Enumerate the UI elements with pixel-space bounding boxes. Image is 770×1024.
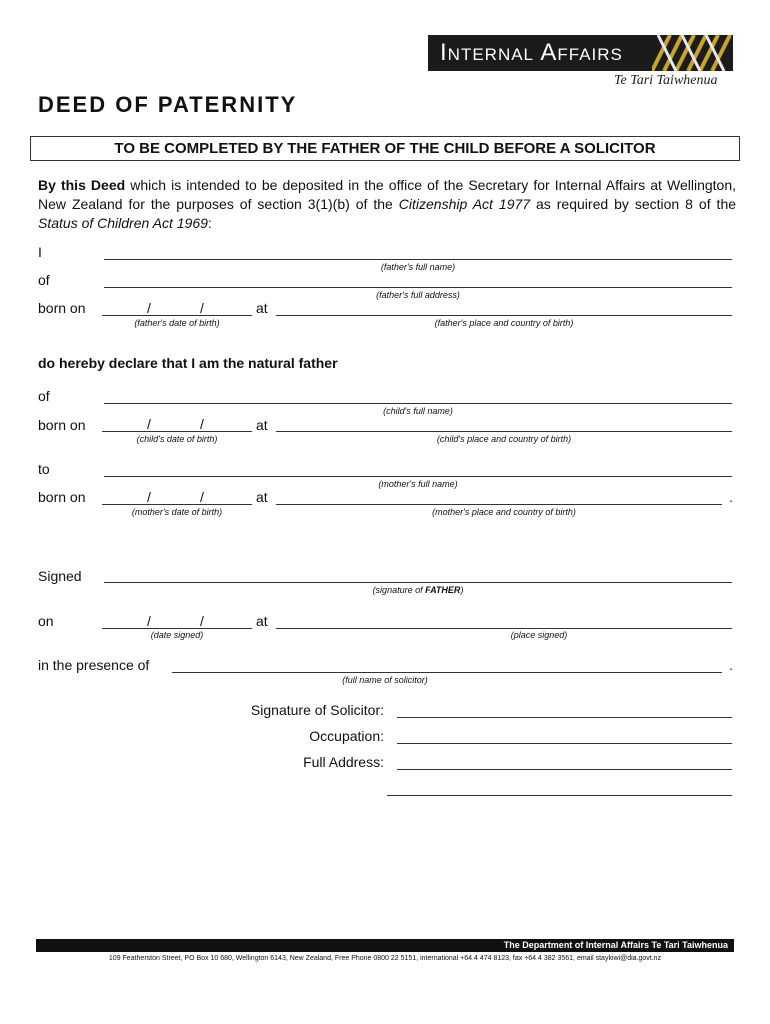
date-slash: / (147, 489, 151, 505)
date-slash: / (200, 416, 204, 432)
of-label: of (38, 272, 50, 288)
child-of-label: of (38, 388, 50, 404)
child-birthplace-field[interactable] (276, 431, 732, 432)
mother-birthplace-field[interactable] (276, 504, 722, 505)
intro-act1: Citizenship Act 1977 (398, 196, 531, 212)
solicitor-name-field[interactable] (172, 672, 722, 673)
occupation-label: Occupation: (309, 728, 384, 744)
date-slash: / (200, 300, 204, 316)
mother-name-field[interactable] (104, 476, 732, 477)
page-title: DEED OF PATERNITY (38, 92, 298, 117)
instruction-banner: TO BE COMPLETED BY THE FATHER OF THE CHILD BEFORE A SOLICITOR (30, 136, 740, 161)
full-address-label: Full Address: (303, 754, 384, 770)
child-dob-caption: (child's date of birth) (136, 434, 218, 444)
sig-caption-pre: (signature of (372, 585, 426, 595)
full-address-field-line2[interactable] (387, 795, 732, 796)
intro-lead: By this Deed (38, 177, 126, 193)
father-birthplace-field[interactable] (276, 315, 732, 316)
date-slash: / (147, 416, 151, 432)
intro-part2: as required by section 8 of the (530, 196, 737, 212)
at-label: at (256, 300, 268, 316)
woven-pattern-icon (652, 35, 733, 71)
father-name-field[interactable] (104, 259, 732, 260)
father-name-caption: (father's full name) (380, 262, 456, 272)
solicitor-signature-field[interactable] (397, 717, 732, 718)
place-signed-caption: (place signed) (510, 630, 568, 640)
mother-at-label: at (256, 489, 268, 505)
signed-at-label: at (256, 613, 268, 629)
sig-caption-bold: FATHER (425, 585, 461, 595)
child-at-label: at (256, 417, 268, 433)
end-dot: . (729, 489, 733, 505)
solicitor-name-caption: (full name of solicitor) (342, 675, 428, 685)
sig-caption-post: ) (460, 585, 464, 595)
date-slash: / (200, 613, 204, 629)
end-dot: . (729, 657, 733, 673)
mother-birthplace-caption: (mother's place and country of birth) (432, 507, 576, 517)
born-on-label: born on (38, 300, 86, 316)
occupation-field[interactable] (397, 743, 732, 744)
mother-dob-field[interactable] (102, 504, 252, 505)
child-born-on-label: born on (38, 417, 86, 433)
footer-address: 109 Featherston Street, PO Box 10 680, Wellington 6143, New Zealand, Free Phone 0800 22 5151, international +64 4 474 8123, fax +64 4 382 3561, email staykiwi@dia.govt.nz (108, 955, 662, 962)
date-signed-field[interactable] (102, 628, 252, 629)
father-dob-field[interactable] (102, 315, 252, 316)
intro-part1: which is intended to be deposited in the office of the Secretary for Internal Affairs at Wellington, New Zealand for the purposes of section 3(1)(b) of the (38, 177, 736, 212)
solicitor-signature-label: Signature of Solicitor: (250, 702, 384, 718)
on-label: on (38, 613, 54, 629)
father-birthplace-caption: (father's place and country of birth) (434, 318, 574, 328)
mother-dob-caption: (mother's date of birth) (131, 507, 223, 517)
intro-paragraph (38, 176, 736, 233)
father-dob-caption: (father's date of birth) (134, 318, 220, 328)
date-signed-caption: (date signed) (150, 630, 204, 640)
intro-part3: : (207, 215, 212, 231)
date-slash: / (147, 300, 151, 316)
to-label: to (38, 461, 50, 477)
mother-name-caption: (mother's full name) (378, 479, 458, 489)
declaration-heading: do hereby declare that I am the natural father (38, 355, 338, 371)
child-birthplace-caption: (child's place and country of birth) (436, 434, 572, 444)
mother-born-on-label: born on (38, 489, 86, 505)
date-slash: / (147, 613, 151, 629)
intro-act2: Status of Children Act 1969 (38, 215, 208, 231)
father-address-field[interactable] (104, 287, 732, 288)
signature-caption (104, 585, 732, 595)
full-address-field[interactable] (397, 769, 732, 770)
i-label: I (38, 244, 42, 260)
father-address-caption: (father's full address) (376, 290, 460, 300)
date-slash: / (200, 489, 204, 505)
child-name-field[interactable] (104, 403, 732, 404)
footer-department-bar: The Department of Internal Affairs Te Tari Taiwhenua (36, 939, 734, 952)
presence-label: in the presence of (38, 657, 150, 673)
place-signed-field[interactable] (276, 628, 732, 629)
father-signature-field[interactable] (104, 582, 732, 583)
signed-label: Signed (38, 568, 82, 584)
logo-text: Internal Affairs (440, 39, 623, 66)
child-dob-field[interactable] (102, 431, 252, 432)
child-name-caption: (child's full name) (383, 406, 453, 416)
logo-subtitle: Te Tari Taiwhenua (614, 73, 718, 88)
